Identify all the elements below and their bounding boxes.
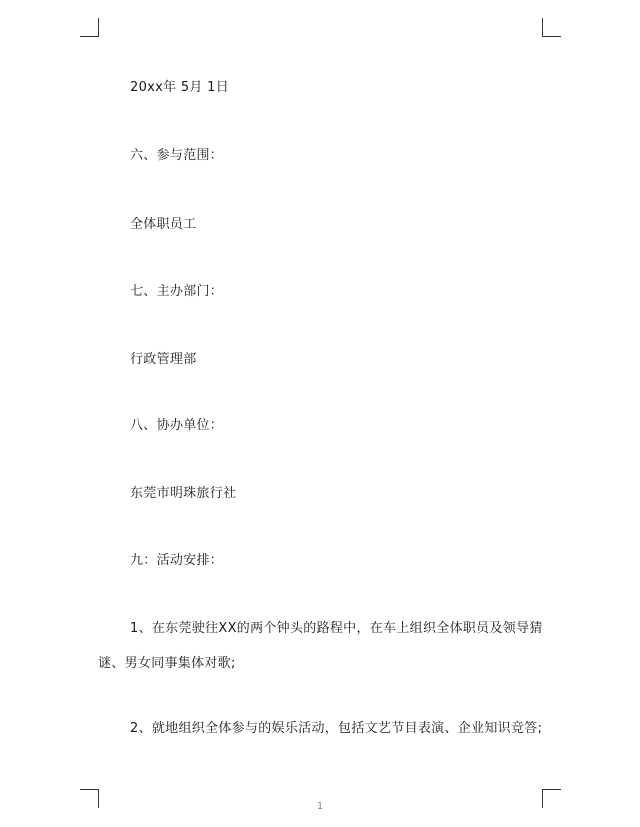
arrangement-item-2: 2、就地组织全体参与的娱乐活动，包括文艺节目表演、企业知识竞答; (130, 721, 543, 736)
section-heading-scope: 六、参与范围： (130, 148, 224, 163)
crop-mark-top-left (80, 18, 99, 37)
organizer-text: 行政管理部 (130, 352, 197, 367)
crop-mark-top-right (542, 18, 561, 37)
scope-text: 全体职员工 (130, 217, 197, 232)
date-line: 20xx年 5月 1日 (130, 80, 230, 95)
section-heading-organizer: 七、主办部门： (130, 284, 224, 299)
co-organizer-text: 东莞市明珠旅行社 (130, 486, 237, 501)
section-heading-arrangement: 九：活动安排： (130, 553, 224, 568)
arrangement-item-1: 1、在东莞驶往XX的两个钟头的路程中，在车上组织全体职员及领导猜 (130, 621, 543, 636)
section-heading-co-organizer: 八、协办单位： (130, 418, 224, 433)
arrangement-item-1-continued: 谜、男女同事集体对歌; (98, 656, 236, 671)
page-number: 1 (316, 801, 324, 812)
